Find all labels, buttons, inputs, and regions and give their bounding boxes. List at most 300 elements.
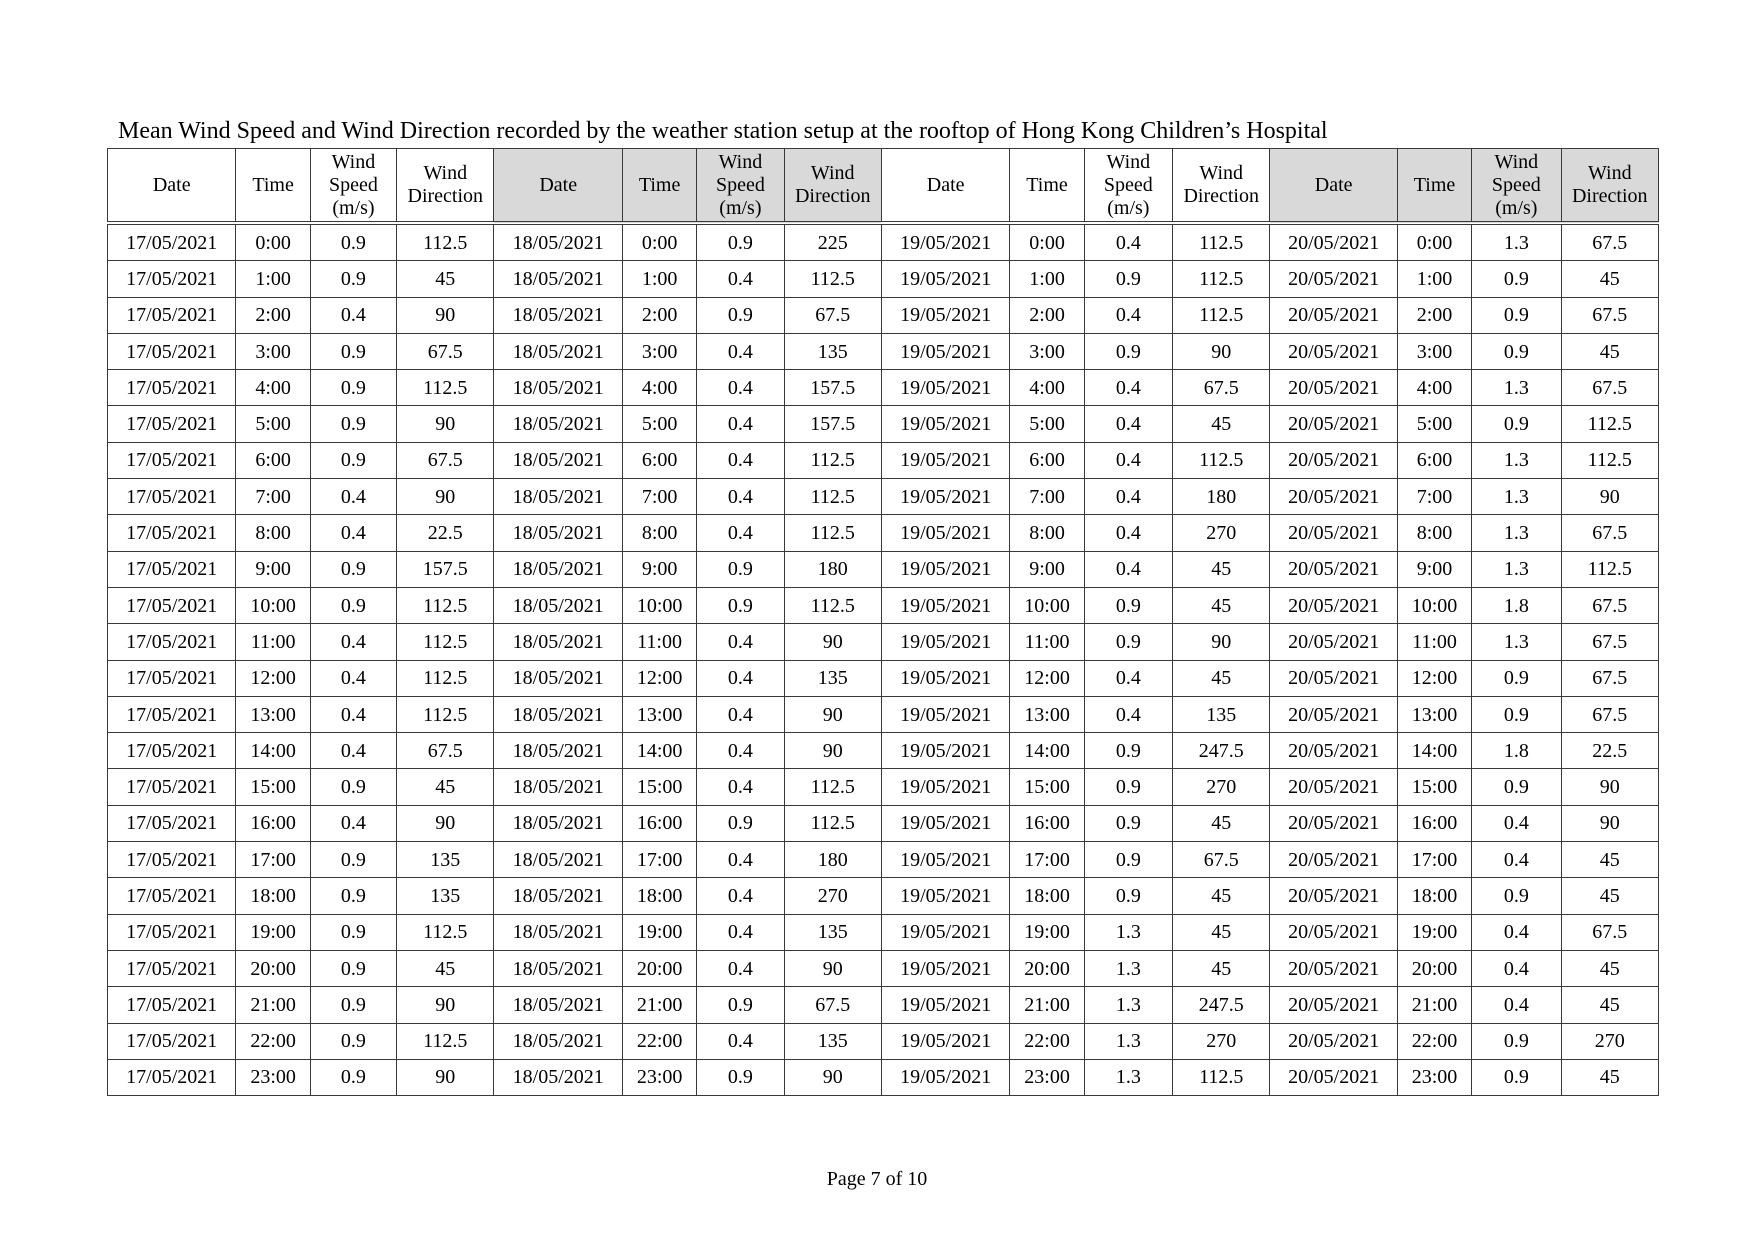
date-cell: 20/05/2021: [1270, 1059, 1397, 1095]
wind-direction-cell: 67.5: [397, 442, 494, 478]
time-cell: 10:00: [236, 587, 310, 623]
date-cell: 18/05/2021: [494, 950, 622, 986]
date-cell: 20/05/2021: [1270, 261, 1397, 297]
wind-direction-cell: 180: [784, 551, 881, 587]
wind-direction-cell: 45: [397, 769, 494, 805]
date-cell: 20/05/2021: [1270, 587, 1397, 623]
wind-speed-cell: 0.9: [697, 1059, 784, 1095]
wind-speed-cell: 1.3: [1084, 914, 1172, 950]
wind-speed-cell: 0.9: [310, 1023, 396, 1059]
wind-direction-cell: 45: [1173, 587, 1270, 623]
wind-direction-cell: 112.5: [1173, 442, 1270, 478]
date-cell: 18/05/2021: [494, 587, 622, 623]
date-cell: 18/05/2021: [494, 660, 622, 696]
time-cell: 13:00: [622, 696, 696, 732]
time-cell: 15:00: [622, 769, 696, 805]
date-cell: 18/05/2021: [494, 624, 622, 660]
date-cell: 20/05/2021: [1270, 660, 1397, 696]
date-cell: 20/05/2021: [1270, 950, 1397, 986]
wind-speed-cell: 0.4: [1084, 223, 1172, 261]
date-cell: 18/05/2021: [494, 551, 622, 587]
wind-speed-cell: 0.4: [697, 878, 784, 914]
time-cell: 1:00: [236, 261, 310, 297]
time-cell: 7:00: [622, 479, 696, 515]
time-cell: 4:00: [1397, 370, 1471, 406]
wind-speed-cell: 0.9: [1472, 406, 1561, 442]
time-header: Time: [236, 149, 310, 224]
wind-speed-cell: 0.9: [310, 987, 396, 1023]
wind-direction-header: Wind Direction: [784, 149, 881, 224]
wind-direction-cell: 135: [784, 660, 881, 696]
wind-direction-cell: 135: [1173, 696, 1270, 732]
date-cell: 20/05/2021: [1270, 987, 1397, 1023]
table-row: [108, 805, 1659, 841]
time-cell: 20:00: [1397, 950, 1471, 986]
time-cell: 22:00: [622, 1023, 696, 1059]
wind-speed-cell: 0.9: [1472, 660, 1561, 696]
date-cell: 20/05/2021: [1270, 624, 1397, 660]
date-cell: 17/05/2021: [108, 842, 236, 878]
time-cell: 4:00: [622, 370, 696, 406]
date-cell: 17/05/2021: [108, 987, 236, 1023]
time-cell: 23:00: [622, 1059, 696, 1095]
time-cell: 1:00: [1010, 261, 1084, 297]
wind-direction-cell: 67.5: [397, 733, 494, 769]
wind-speed-cell: 0.4: [1084, 370, 1172, 406]
wind-speed-cell: 0.9: [310, 842, 396, 878]
wind-speed-cell: 1.3: [1084, 1023, 1172, 1059]
time-cell: 15:00: [236, 769, 310, 805]
time-cell: 21:00: [1397, 987, 1471, 1023]
table-row: [108, 333, 1659, 369]
time-cell: 6:00: [236, 442, 310, 478]
wind-speed-cell: 0.9: [697, 551, 784, 587]
wind-data-table: [107, 148, 1659, 1096]
time-cell: 9:00: [1397, 551, 1471, 587]
wind-speed-cell: 0.4: [1472, 842, 1561, 878]
time-cell: 9:00: [236, 551, 310, 587]
wind-speed-cell: 0.4: [697, 733, 784, 769]
wind-speed-cell: 0.9: [697, 805, 784, 841]
wind-speed-cell: 0.4: [1472, 987, 1561, 1023]
wind-direction-cell: 90: [397, 1059, 494, 1095]
wind-speed-cell: 0.9: [310, 1059, 396, 1095]
time-cell: 10:00: [1010, 587, 1084, 623]
date-cell: 20/05/2021: [1270, 442, 1397, 478]
wind-direction-cell: 225: [784, 223, 881, 261]
date-cell: 17/05/2021: [108, 223, 236, 261]
time-cell: 5:00: [1397, 406, 1471, 442]
wind-speed-cell: 0.9: [310, 587, 396, 623]
wind-speed-cell: 0.9: [1084, 805, 1172, 841]
wind-speed-cell: 0.9: [697, 587, 784, 623]
time-cell: 11:00: [1010, 624, 1084, 660]
wind-direction-cell: 135: [784, 1023, 881, 1059]
date-cell: 19/05/2021: [881, 842, 1009, 878]
wind-direction-header: Wind Direction: [1561, 149, 1658, 224]
wind-speed-cell: 0.9: [697, 223, 784, 261]
wind-speed-cell: 0.9: [1472, 1023, 1561, 1059]
wind-speed-cell: 0.4: [697, 370, 784, 406]
wind-direction-cell: 157.5: [784, 406, 881, 442]
time-cell: 12:00: [236, 660, 310, 696]
time-cell: 18:00: [622, 878, 696, 914]
wind-direction-cell: 112.5: [784, 769, 881, 805]
date-cell: 20/05/2021: [1270, 551, 1397, 587]
wind-direction-cell: 45: [1173, 805, 1270, 841]
wind-speed-cell: 0.9: [1084, 842, 1172, 878]
time-cell: 19:00: [622, 914, 696, 950]
time-cell: 14:00: [1010, 733, 1084, 769]
wind-direction-cell: 67.5: [1561, 297, 1658, 333]
wind-direction-header: Wind Direction: [397, 149, 494, 224]
date-cell: 18/05/2021: [494, 696, 622, 732]
time-cell: 18:00: [1010, 878, 1084, 914]
wind-speed-cell: 0.9: [310, 914, 396, 950]
wind-direction-cell: 157.5: [784, 370, 881, 406]
date-cell: 18/05/2021: [494, 805, 622, 841]
wind-speed-cell: 0.4: [697, 1023, 784, 1059]
table-caption: Mean Wind Speed and Wind Direction recorded by the weather station setup at the rooftop of Hong Kong Children’s Hospital: [118, 118, 1328, 144]
wind-direction-cell: 45: [1173, 950, 1270, 986]
wind-speed-cell: 0.4: [697, 624, 784, 660]
wind-speed-cell: 0.9: [310, 370, 396, 406]
wind-direction-cell: 90: [1561, 769, 1658, 805]
wind-speed-cell: 0.4: [1472, 805, 1561, 841]
date-cell: 19/05/2021: [881, 805, 1009, 841]
wind-speed-cell: 0.4: [1084, 297, 1172, 333]
date-cell: 20/05/2021: [1270, 223, 1397, 261]
time-cell: 5:00: [1010, 406, 1084, 442]
wind-direction-cell: 67.5: [397, 333, 494, 369]
date-cell: 20/05/2021: [1270, 1023, 1397, 1059]
wind-direction-cell: 180: [1173, 479, 1270, 515]
wind-direction-cell: 90: [397, 406, 494, 442]
wind-speed-cell: 1.3: [1472, 515, 1561, 551]
table-row: [108, 551, 1659, 587]
date-cell: 17/05/2021: [108, 515, 236, 551]
date-cell: 18/05/2021: [494, 878, 622, 914]
date-cell: 20/05/2021: [1270, 515, 1397, 551]
date-cell: 17/05/2021: [108, 551, 236, 587]
wind-speed-cell: 0.4: [310, 479, 396, 515]
time-cell: 2:00: [622, 297, 696, 333]
time-cell: 11:00: [236, 624, 310, 660]
date-cell: 20/05/2021: [1270, 333, 1397, 369]
time-cell: 12:00: [1010, 660, 1084, 696]
wind-speed-cell: 0.4: [1084, 551, 1172, 587]
date-cell: 19/05/2021: [881, 333, 1009, 369]
time-cell: 16:00: [622, 805, 696, 841]
wind-speed-cell: 0.9: [1084, 733, 1172, 769]
table-row: [108, 1059, 1659, 1095]
wind-speed-cell: 0.9: [1472, 333, 1561, 369]
date-cell: 17/05/2021: [108, 878, 236, 914]
date-cell: 17/05/2021: [108, 261, 236, 297]
table-row: [108, 261, 1659, 297]
time-cell: 0:00: [1010, 223, 1084, 261]
wind-speed-cell: 0.4: [1472, 950, 1561, 986]
time-cell: 3:00: [622, 333, 696, 369]
wind-direction-cell: 67.5: [1173, 842, 1270, 878]
date-cell: 17/05/2021: [108, 914, 236, 950]
time-cell: 10:00: [1397, 587, 1471, 623]
date-cell: 18/05/2021: [494, 333, 622, 369]
time-cell: 6:00: [1010, 442, 1084, 478]
time-cell: 14:00: [236, 733, 310, 769]
wind-direction-cell: 112.5: [1173, 297, 1270, 333]
date-cell: 18/05/2021: [494, 914, 622, 950]
wind-direction-cell: 270: [1173, 1023, 1270, 1059]
wind-speed-header: Wind Speed (m/s): [310, 149, 396, 224]
date-cell: 20/05/2021: [1270, 769, 1397, 805]
time-cell: 3:00: [1010, 333, 1084, 369]
wind-direction-cell: 247.5: [1173, 987, 1270, 1023]
time-cell: 2:00: [1010, 297, 1084, 333]
time-cell: 21:00: [622, 987, 696, 1023]
wind-direction-cell: 112.5: [397, 587, 494, 623]
time-cell: 20:00: [622, 950, 696, 986]
wind-speed-cell: 0.4: [697, 515, 784, 551]
time-cell: 6:00: [622, 442, 696, 478]
wind-speed-cell: 0.9: [310, 261, 396, 297]
date-cell: 19/05/2021: [881, 914, 1009, 950]
wind-direction-cell: 90: [1173, 624, 1270, 660]
date-cell: 20/05/2021: [1270, 406, 1397, 442]
date-cell: 18/05/2021: [494, 987, 622, 1023]
time-cell: 11:00: [622, 624, 696, 660]
wind-speed-cell: 0.4: [310, 624, 396, 660]
wind-direction-cell: 112.5: [1173, 223, 1270, 261]
wind-direction-cell: 90: [784, 696, 881, 732]
wind-direction-cell: 67.5: [784, 987, 881, 1023]
date-cell: 19/05/2021: [881, 442, 1009, 478]
time-cell: 16:00: [236, 805, 310, 841]
time-cell: 13:00: [1397, 696, 1471, 732]
wind-speed-cell: 0.9: [1084, 587, 1172, 623]
wind-direction-cell: 112.5: [1561, 442, 1658, 478]
wind-direction-cell: 45: [397, 261, 494, 297]
time-cell: 23:00: [1397, 1059, 1471, 1095]
wind-direction-cell: 135: [784, 333, 881, 369]
time-cell: 8:00: [622, 515, 696, 551]
wind-speed-cell: 1.3: [1472, 551, 1561, 587]
time-cell: 22:00: [1397, 1023, 1471, 1059]
time-cell: 19:00: [1397, 914, 1471, 950]
date-cell: 19/05/2021: [881, 1059, 1009, 1095]
date-cell: 17/05/2021: [108, 950, 236, 986]
date-cell: 20/05/2021: [1270, 842, 1397, 878]
wind-speed-cell: 0.4: [697, 479, 784, 515]
wind-direction-cell: 90: [784, 1059, 881, 1095]
date-cell: 20/05/2021: [1270, 479, 1397, 515]
time-cell: 15:00: [1397, 769, 1471, 805]
wind-direction-cell: 45: [1173, 878, 1270, 914]
wind-direction-cell: 112.5: [397, 914, 494, 950]
date-cell: 19/05/2021: [881, 624, 1009, 660]
date-cell: 17/05/2021: [108, 769, 236, 805]
wind-direction-header: Wind Direction: [1173, 149, 1270, 224]
wind-direction-cell: 45: [397, 950, 494, 986]
time-cell: 10:00: [622, 587, 696, 623]
wind-direction-cell: 45: [1561, 1059, 1658, 1095]
time-cell: 5:00: [622, 406, 696, 442]
wind-direction-cell: 112.5: [1173, 1059, 1270, 1095]
wind-direction-cell: 112.5: [784, 587, 881, 623]
wind-speed-cell: 0.4: [697, 406, 784, 442]
wind-speed-cell: 0.9: [310, 769, 396, 805]
wind-speed-cell: 0.9: [310, 223, 396, 261]
wind-direction-cell: 112.5: [784, 442, 881, 478]
date-cell: 19/05/2021: [881, 696, 1009, 732]
date-cell: 20/05/2021: [1270, 914, 1397, 950]
time-cell: 12:00: [622, 660, 696, 696]
wind-speed-cell: 0.4: [697, 442, 784, 478]
wind-direction-cell: 112.5: [1561, 551, 1658, 587]
wind-direction-cell: 112.5: [397, 660, 494, 696]
wind-speed-cell: 0.4: [1084, 442, 1172, 478]
date-cell: 19/05/2021: [881, 769, 1009, 805]
wind-speed-cell: 0.9: [1472, 696, 1561, 732]
wind-speed-cell: 0.9: [1084, 261, 1172, 297]
date-cell: 18/05/2021: [494, 733, 622, 769]
date-cell: 19/05/2021: [881, 406, 1009, 442]
wind-speed-cell: 1.8: [1472, 733, 1561, 769]
wind-speed-cell: 0.9: [310, 950, 396, 986]
time-cell: 8:00: [1010, 515, 1084, 551]
wind-direction-cell: 112.5: [397, 1023, 494, 1059]
time-cell: 15:00: [1010, 769, 1084, 805]
wind-speed-cell: 0.4: [1084, 696, 1172, 732]
date-cell: 20/05/2021: [1270, 370, 1397, 406]
date-cell: 17/05/2021: [108, 660, 236, 696]
wind-speed-cell: 1.3: [1084, 950, 1172, 986]
page-number: Page 7 of 10: [826, 1168, 928, 1190]
time-cell: 7:00: [1010, 479, 1084, 515]
time-cell: 4:00: [1010, 370, 1084, 406]
wind-speed-cell: 0.4: [697, 950, 784, 986]
date-cell: 17/05/2021: [108, 479, 236, 515]
date-cell: 18/05/2021: [494, 406, 622, 442]
wind-speed-cell: 0.4: [697, 914, 784, 950]
table-row: [108, 624, 1659, 660]
date-cell: 18/05/2021: [494, 223, 622, 261]
date-cell: 19/05/2021: [881, 733, 1009, 769]
table-row: [108, 950, 1659, 986]
wind-speed-cell: 0.9: [697, 297, 784, 333]
date-cell: 17/05/2021: [108, 696, 236, 732]
wind-speed-header: Wind Speed (m/s): [697, 149, 784, 224]
wind-speed-cell: 0.4: [1084, 515, 1172, 551]
wind-speed-cell: 0.4: [1084, 479, 1172, 515]
time-header: Time: [1010, 149, 1084, 224]
table-row: [108, 914, 1659, 950]
wind-direction-cell: 112.5: [784, 261, 881, 297]
date-cell: 19/05/2021: [881, 551, 1009, 587]
wind-direction-cell: 135: [397, 878, 494, 914]
time-cell: 17:00: [1010, 842, 1084, 878]
time-cell: 1:00: [622, 261, 696, 297]
wind-speed-cell: 1.3: [1084, 987, 1172, 1023]
wind-direction-cell: 67.5: [1173, 370, 1270, 406]
date-cell: 19/05/2021: [881, 587, 1009, 623]
wind-direction-cell: 90: [397, 297, 494, 333]
table-row: [108, 515, 1659, 551]
wind-direction-cell: 67.5: [1561, 515, 1658, 551]
table-row: [108, 733, 1659, 769]
date-cell: 20/05/2021: [1270, 733, 1397, 769]
wind-speed-cell: 0.9: [1084, 878, 1172, 914]
date-cell: 19/05/2021: [881, 223, 1009, 261]
time-cell: 22:00: [236, 1023, 310, 1059]
time-cell: 7:00: [1397, 479, 1471, 515]
table-row: [108, 842, 1659, 878]
time-cell: 17:00: [1397, 842, 1471, 878]
date-cell: 18/05/2021: [494, 479, 622, 515]
wind-speed-header: Wind Speed (m/s): [1472, 149, 1561, 224]
wind-direction-cell: 135: [784, 914, 881, 950]
time-cell: 21:00: [1010, 987, 1084, 1023]
time-cell: 0:00: [236, 223, 310, 261]
wind-speed-cell: 0.9: [1084, 624, 1172, 660]
date-cell: 19/05/2021: [881, 515, 1009, 551]
wind-direction-cell: 270: [1173, 515, 1270, 551]
time-cell: 18:00: [1397, 878, 1471, 914]
wind-speed-cell: 0.9: [1472, 878, 1561, 914]
time-cell: 13:00: [1010, 696, 1084, 732]
wind-speed-cell: 0.4: [310, 660, 396, 696]
time-cell: 6:00: [1397, 442, 1471, 478]
table-row: [108, 587, 1659, 623]
time-cell: 14:00: [1397, 733, 1471, 769]
wind-direction-cell: 45: [1561, 261, 1658, 297]
wind-speed-cell: 0.9: [310, 442, 396, 478]
date-cell: 18/05/2021: [494, 370, 622, 406]
time-cell: 13:00: [236, 696, 310, 732]
wind-direction-cell: 45: [1173, 551, 1270, 587]
wind-direction-cell: 45: [1561, 842, 1658, 878]
time-cell: 20:00: [236, 950, 310, 986]
wind-speed-cell: 1.3: [1472, 442, 1561, 478]
table-row: [108, 297, 1659, 333]
time-cell: 9:00: [622, 551, 696, 587]
wind-direction-cell: 90: [397, 805, 494, 841]
date-cell: 18/05/2021: [494, 1059, 622, 1095]
wind-direction-cell: 90: [784, 624, 881, 660]
wind-direction-cell: 90: [1561, 805, 1658, 841]
time-cell: 20:00: [1010, 950, 1084, 986]
wind-speed-cell: 0.4: [697, 769, 784, 805]
date-header: Date: [108, 149, 236, 224]
wind-direction-cell: 90: [1173, 333, 1270, 369]
wind-direction-cell: 112.5: [1561, 406, 1658, 442]
date-cell: 18/05/2021: [494, 769, 622, 805]
wind-speed-cell: 1.3: [1084, 1059, 1172, 1095]
date-header: Date: [881, 149, 1009, 224]
time-cell: 11:00: [1397, 624, 1471, 660]
wind-speed-cell: 0.4: [697, 842, 784, 878]
wind-direction-cell: 67.5: [1561, 587, 1658, 623]
date-cell: 19/05/2021: [881, 878, 1009, 914]
wind-speed-cell: 0.4: [697, 660, 784, 696]
wind-direction-cell: 90: [784, 950, 881, 986]
wind-direction-cell: 112.5: [784, 515, 881, 551]
wind-direction-cell: 45: [1561, 333, 1658, 369]
time-cell: 3:00: [236, 333, 310, 369]
date-cell: 17/05/2021: [108, 1059, 236, 1095]
wind-direction-cell: 67.5: [1561, 914, 1658, 950]
table-row: [108, 769, 1659, 805]
